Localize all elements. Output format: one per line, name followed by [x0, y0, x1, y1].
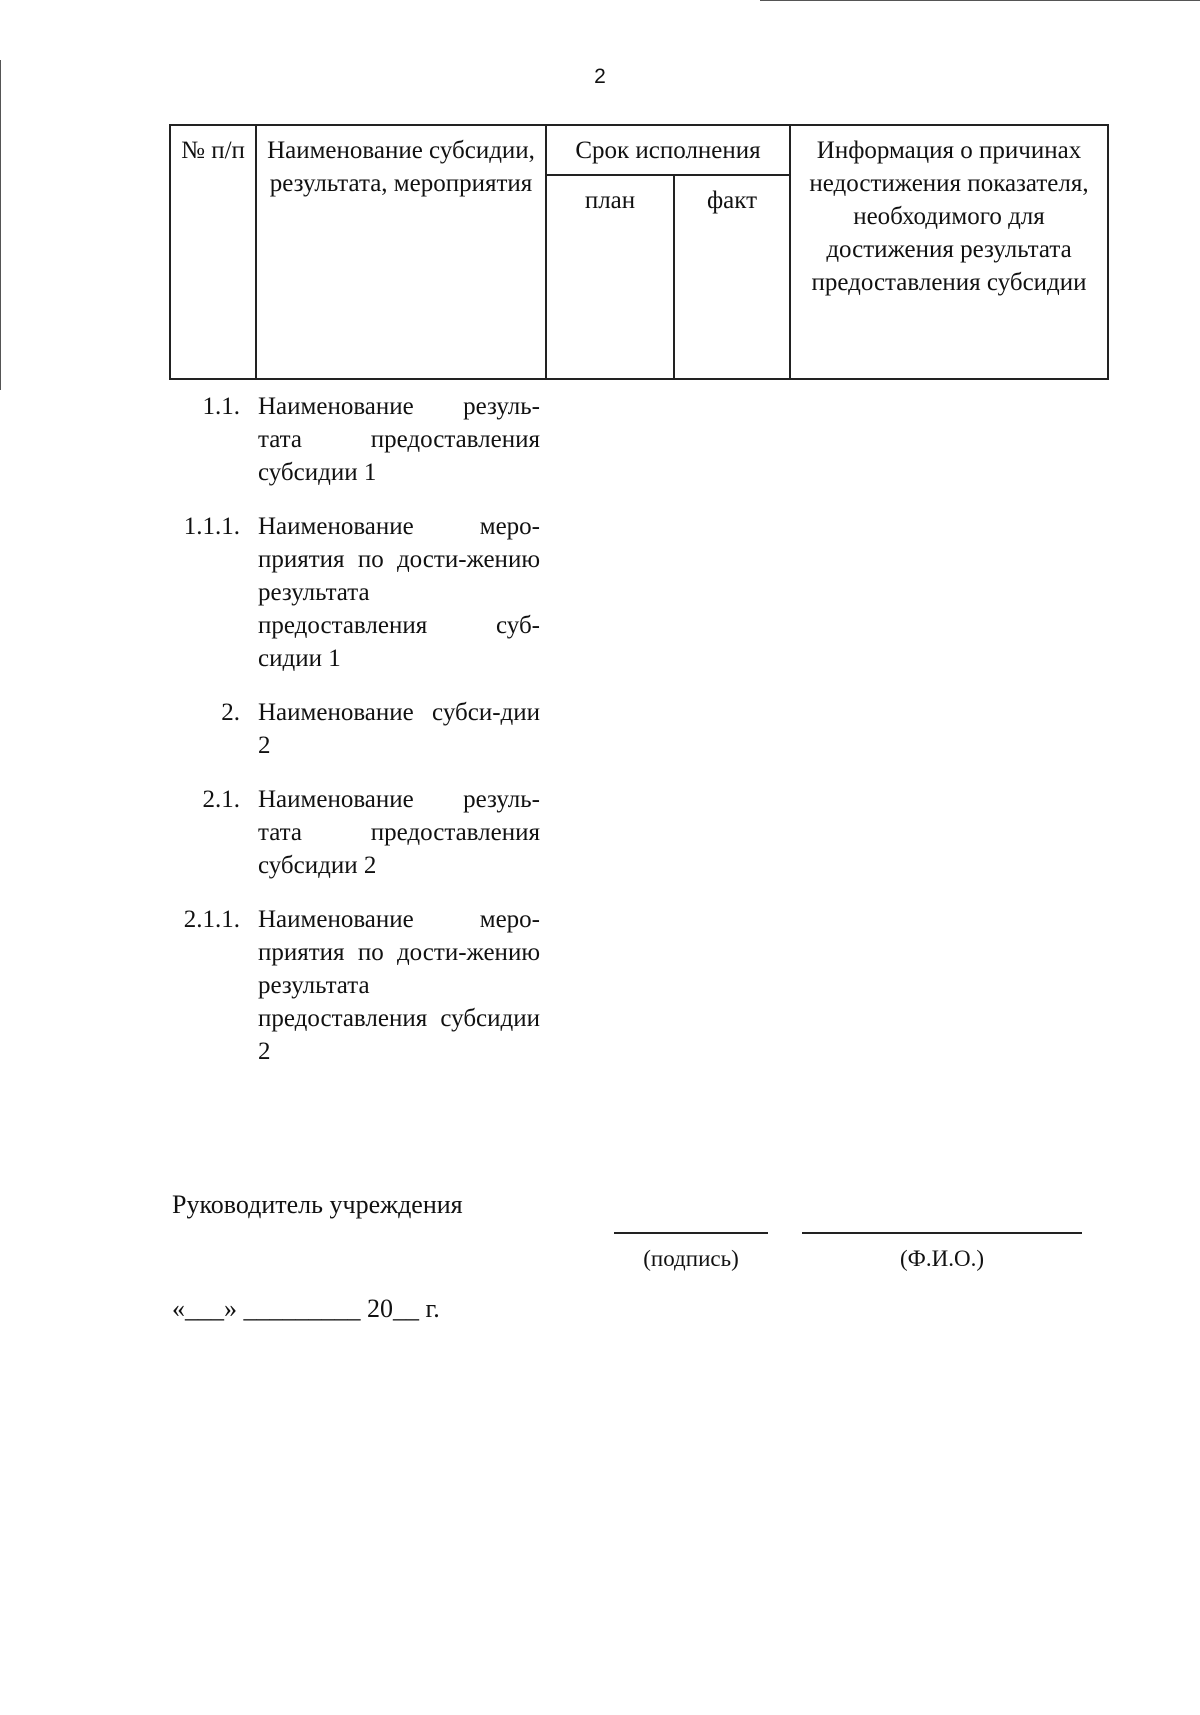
item-text: Наименование резуль-тата предоставления субсидии 2 [258, 786, 540, 879]
list-item [160, 903, 540, 1068]
item-text: Наименование меро-приятия по дости-жению результата предоставления субсидии 2 [258, 906, 540, 1065]
item-list [160, 390, 540, 1089]
col-name-header: Наименование субсидии, результата, мероприятия [256, 125, 546, 379]
item-number: 2.1. [202, 786, 240, 813]
item-text: Наименование резуль-тата предоставления субсидии 1 [258, 393, 540, 486]
scan-edge-left [0, 60, 1, 390]
name-caption: (Ф.И.О.) [900, 1246, 984, 1271]
item-number: 2.1.1. [183, 906, 240, 933]
col-info-header: Информация о причинах недостижения показателя, необходимого для достижения результата предоставления субсидии [790, 125, 1108, 379]
scan-edge-top [760, 0, 1200, 1]
item-number: 1.1.1. [183, 513, 240, 540]
name-line [802, 1232, 1082, 1234]
page-number: 2 [594, 65, 606, 88]
item-number: 2. [221, 699, 240, 726]
col-fact-header: факт [674, 175, 790, 379]
col-plan-header: план [546, 175, 674, 379]
date-line: «___» _________ 20__ г. [172, 1294, 440, 1323]
list-item [160, 510, 540, 675]
signature-line [614, 1232, 768, 1234]
item-text: Наименование субси-дии 2 [258, 699, 540, 759]
col-term-header: Срок исполнения [546, 125, 790, 175]
list-item [160, 696, 540, 762]
list-item [160, 390, 540, 489]
item-number: 1.1. [202, 393, 240, 420]
signature-title: Руководитель учреждения [172, 1190, 463, 1219]
header-table [169, 124, 1109, 380]
item-text: Наименование меро-приятия по дости-жению результата предоставления суб-сидии 1 [258, 513, 540, 672]
list-item [160, 783, 540, 882]
col-num-header: № п/п [170, 125, 256, 379]
signature-caption: (подпись) [643, 1246, 739, 1271]
